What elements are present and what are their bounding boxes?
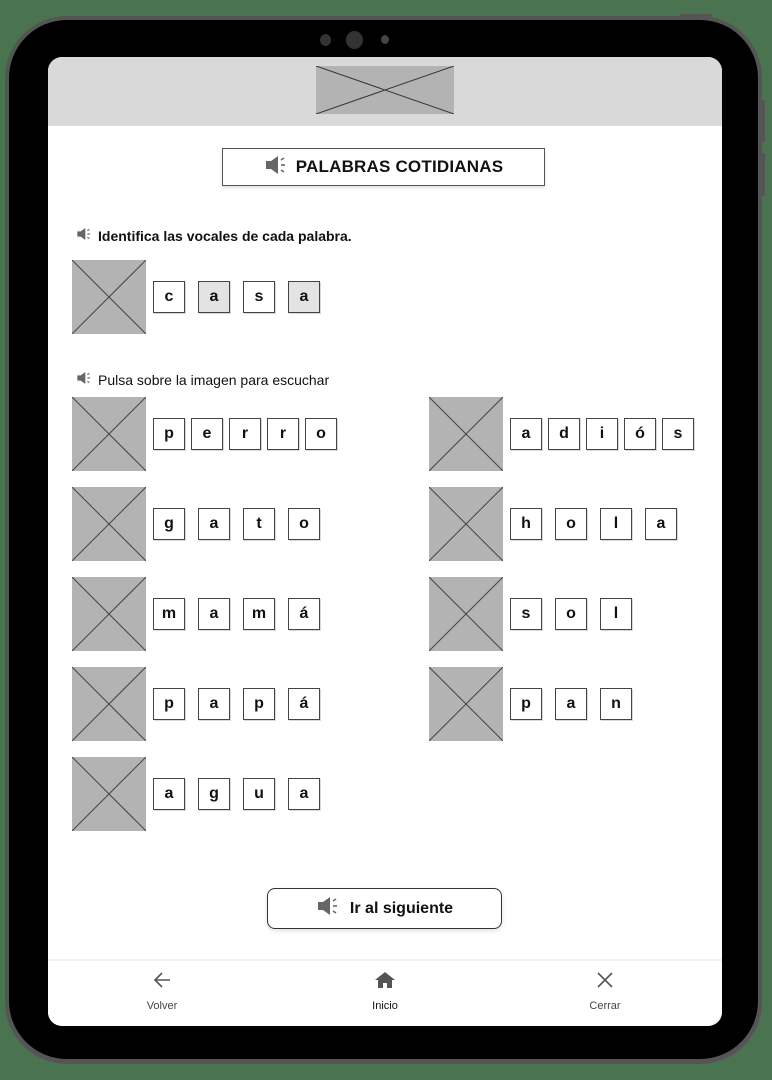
nav-back-button[interactable]: Volver bbox=[122, 971, 202, 1012]
home-icon bbox=[374, 971, 396, 994]
letter-box[interactable]: ó bbox=[624, 418, 656, 450]
image-placeholder[interactable] bbox=[72, 487, 146, 561]
image-placeholder[interactable] bbox=[429, 577, 503, 651]
letter-box[interactable]: o bbox=[555, 598, 587, 630]
letter-box[interactable]: a bbox=[555, 688, 587, 720]
letter-box[interactable]: e bbox=[191, 418, 223, 450]
letter-box[interactable]: p bbox=[510, 688, 542, 720]
letter-box[interactable]: g bbox=[198, 778, 230, 810]
letter-box[interactable]: a bbox=[198, 508, 230, 540]
instruction-vowels: Identifica las vocales de cada palabra. bbox=[76, 227, 352, 244]
page-title: PALABRAS COTIDIANAS bbox=[295, 157, 504, 176]
speaker-icon[interactable] bbox=[76, 227, 92, 244]
power-button bbox=[680, 14, 712, 17]
image-placeholder[interactable] bbox=[429, 667, 503, 741]
letter-box[interactable]: a bbox=[198, 598, 230, 630]
close-icon bbox=[596, 971, 614, 994]
speaker-icon bbox=[316, 896, 340, 921]
letter-box[interactable]: p bbox=[153, 418, 185, 450]
letter-box[interactable]: n bbox=[600, 688, 632, 720]
letter-box[interactable]: s bbox=[243, 281, 275, 313]
letter-box[interactable]: a bbox=[153, 778, 185, 810]
letter-box[interactable]: a bbox=[510, 418, 542, 450]
bottom-navigation bbox=[48, 959, 722, 1026]
logo-placeholder bbox=[316, 66, 454, 114]
letter-box[interactable]: s bbox=[510, 598, 542, 630]
letter-box[interactable]: h bbox=[510, 508, 542, 540]
next-button[interactable]: Ir al siguiente bbox=[267, 888, 502, 929]
nav-close-button[interactable]: Cerrar bbox=[565, 971, 645, 1012]
image-placeholder[interactable] bbox=[72, 667, 146, 741]
letter-box[interactable]: d bbox=[548, 418, 580, 450]
letter-box[interactable]: a bbox=[288, 778, 320, 810]
title-banner[interactable] bbox=[222, 148, 545, 186]
letter-box[interactable]: c bbox=[153, 281, 185, 313]
letter-box[interactable]: m bbox=[153, 598, 185, 630]
speaker-icon[interactable] bbox=[264, 155, 288, 180]
image-placeholder[interactable] bbox=[72, 397, 146, 471]
camera-icon bbox=[346, 31, 363, 49]
instruction-listen: Pulsa sobre la imagen para escuchar bbox=[76, 371, 329, 388]
image-placeholder[interactable] bbox=[72, 260, 146, 334]
letter-box[interactable]: u bbox=[243, 778, 275, 810]
letter-box[interactable]: i bbox=[586, 418, 618, 450]
letter-box[interactable]: m bbox=[243, 598, 275, 630]
letter-box[interactable]: s bbox=[662, 418, 694, 450]
letter-box[interactable]: p bbox=[153, 688, 185, 720]
letter-box[interactable]: t bbox=[243, 508, 275, 540]
letter-box[interactable]: o bbox=[555, 508, 587, 540]
volume-down-button bbox=[762, 153, 765, 196]
letter-box[interactable]: a bbox=[645, 508, 677, 540]
letter-box[interactable]: g bbox=[153, 508, 185, 540]
letter-box[interactable]: p bbox=[243, 688, 275, 720]
letter-box[interactable]: l bbox=[600, 508, 632, 540]
nav-home-button[interactable]: Inicio bbox=[345, 971, 425, 1012]
image-placeholder[interactable] bbox=[429, 397, 503, 471]
letter-box[interactable]: o bbox=[288, 508, 320, 540]
letter-box[interactable]: r bbox=[229, 418, 261, 450]
sensor-icon bbox=[320, 34, 331, 46]
volume-up-button bbox=[762, 100, 765, 142]
image-placeholder[interactable] bbox=[429, 487, 503, 561]
letter-box[interactable]: r bbox=[267, 418, 299, 450]
light-sensor-icon bbox=[381, 35, 389, 44]
image-placeholder[interactable] bbox=[72, 757, 146, 831]
letter-box-vowel-selected[interactable]: a bbox=[198, 281, 230, 313]
letter-box[interactable]: o bbox=[305, 418, 337, 450]
letter-box[interactable]: á bbox=[288, 688, 320, 720]
arrow-left-icon bbox=[152, 971, 172, 994]
app-header bbox=[48, 57, 722, 126]
letter-box[interactable]: a bbox=[198, 688, 230, 720]
letter-box[interactable]: l bbox=[600, 598, 632, 630]
app-screen bbox=[48, 57, 722, 1026]
letter-box-vowel-selected[interactable]: a bbox=[288, 281, 320, 313]
image-placeholder[interactable] bbox=[72, 577, 146, 651]
speaker-icon[interactable] bbox=[76, 371, 92, 388]
letter-box[interactable]: á bbox=[288, 598, 320, 630]
